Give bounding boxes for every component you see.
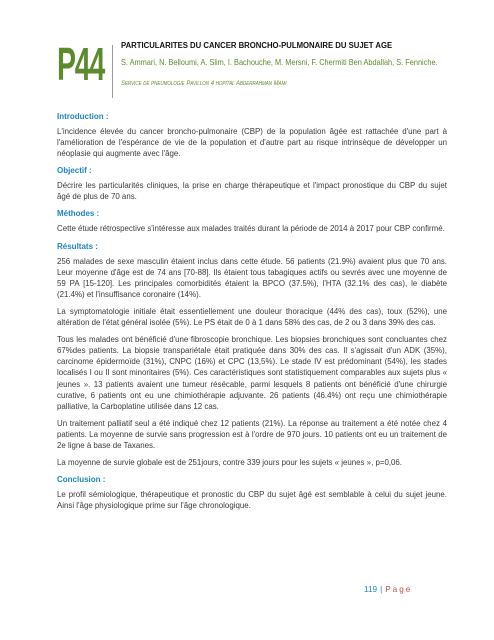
footer-separator: | [380,585,383,594]
section-heading: Méthodes : [57,209,100,219]
abstract-body [57,111,447,517]
section-heading: Objectif : [57,166,92,176]
section-objectif [57,165,447,202]
paper-title: PARTICULARITES DU CANCER BRONCHO-PULMONAIRE DU SUJET AGE [121,40,393,50]
section-heading: Conclusion : [57,475,106,485]
page-footer [364,585,412,594]
author-list: S. Ammari, N. Belloumi, A. Slim, I. Bachouche, M. Mersni, F. Chermiti Ben Abdallah, S. Fenniche. [121,57,438,67]
section-paragraph: L'incidence élevée du cancer broncho-pulmonaire (CBP) de la population âgée est rattachée d'une part à l'amélioration de l'espérance de vie de la population et d'autre part au risque intrinsèque de développer un néoplasie qui augmente avec l'âge. [57,127,447,159]
section-paragraph: Cette étude rétrospective s'intéresse aux malades traités durant la période de 2014 à 2017 pour CBP confirmé. [57,224,445,234]
section-paragraph: Le profil sémiologique, thérapeutique et pronostic du CBP du sujet âgé est semblable à celui du sujet jeune. Ainsi l'âge physiologique prime sur l'âge chronologique. [57,490,447,511]
section-heading: Résultats : [57,241,98,251]
section-paragraph: La symptomatologie initiale était essentiellement une douleur thoracique (44% des cas), toux (52%), une altération de l'état général isolée (5%). Le PS était de 0 à 1 dans 58% des cas, de 2 ou 3 dans 39% des cas. [57,306,447,328]
page-number: 119 [364,585,378,594]
section-heading: Introduction : [57,112,109,121]
section-paragraph: 256 malades de sexe masculin étaient inclus dans cette étude. 56 patients (21.9%) avaient plus que 70 ans. Leur moyenne d'âge est de 74 ans [70-88]. Ils étaient tous tabagiques actifs ou sevrés avec une moyenne de 59 PA [15-120]. Les principales comorbidités étaient la BPCO (37.5%), l'HTA (32.1% des cas), le diabète (21.4%) et l'insuffisance coronaire (14%). [57,256,447,299]
page-label: Page [385,585,413,594]
section-resultats [57,241,447,469]
section-paragraph: La moyenne de survie globale est de 251jours, contre 339 jours pour les sujets « jeunes », p=0,06. [57,458,402,468]
poster-code: P44 [57,38,105,90]
section-conclusion [57,474,447,511]
section-paragraph: Tous les malades ont bénéficié d'une fibroscopie bronchique. Les biopsies bronchiques sont concluantes chez 67%des patients. La biopsie transpariétale était pratiquée dans 30% des cas. Il s'agissait d'un ADK (35%), carcinome épidermoïde (31%), CNPC (16%) et CPC (13,5%). Le stade IV est prédominant (54%), les stades localisés I ou II sont minoritaires (5%). Ces caractéristiques sont statistiquement comparables aux sujets plus « jeunes ». 13 patients avaient une tumeur résécable, parmi lesquels 8 patients ont bénéficié d'une chirurgie curative, 6 patients ont eu une chimiothérapie adjuvante. 26 patients (46.4%) ont reçu une chimiothérapie palliative, la Carboplatine utilisée dans 12 cas. [57,335,447,411]
section-paragraph: Décrire les particularités cliniques, la prise en charge thérapeutique et l'impact pronostique du CBP du sujet âgé de plus de 70 ans. [57,181,447,202]
section-paragraph: Un traitement palliatif seul a été indiqué chez 12 patients (21%). La réponse au traitement a été notée chez 4 patients. La moyenne de survie sans progression est à l'ordre de 970 jours. 10 patients ont eu un traitement de 2e ligne à base de Taxanes. [57,418,447,450]
header-divider [112,45,113,98]
section-methodes [57,208,447,234]
section-introduction [57,111,447,159]
affiliation: Service de pneumologie Pavillon 4 hopital Abderrahman Mami [121,80,287,87]
